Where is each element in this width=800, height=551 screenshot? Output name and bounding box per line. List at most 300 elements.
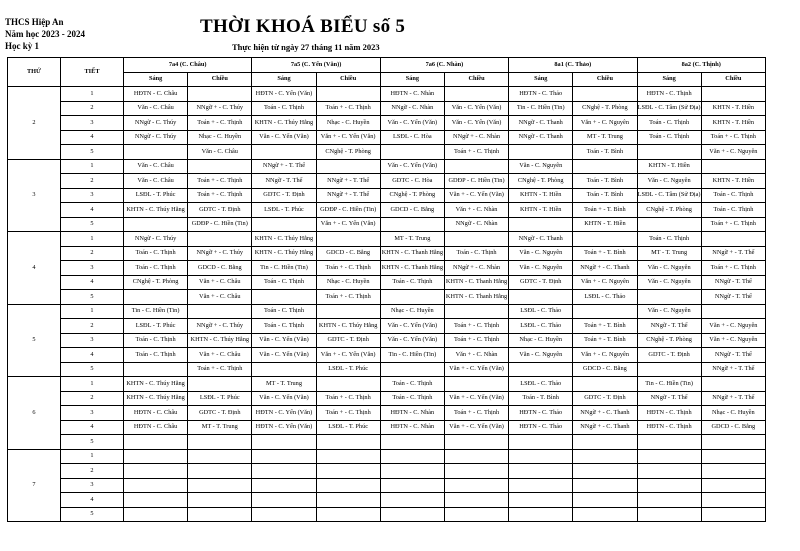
lesson-cell	[252, 290, 316, 305]
lesson-cell: Văn + - C. Yến (Văn)	[444, 391, 508, 406]
period-number: 1	[61, 449, 124, 464]
period-number: 3	[61, 406, 124, 421]
period-number: 2	[61, 464, 124, 479]
lesson-cell: NNgữ - C. Thúy	[124, 232, 188, 247]
lesson-cell: Toán + - C. Thịnh	[444, 406, 508, 421]
lesson-cell	[444, 232, 508, 247]
lesson-cell: NNgữ - T. Thể	[701, 348, 765, 363]
lesson-cell: NNgữ + - C. Thúy	[188, 319, 252, 334]
lesson-cell: GDCD - C. Bằng	[316, 246, 380, 261]
lesson-cell: GDTC - T. Định	[252, 188, 316, 203]
lesson-cell: Toán - C. Thịnh	[124, 246, 188, 261]
lesson-cell	[252, 435, 316, 450]
lesson-cell: MT - T. Trung	[573, 130, 637, 145]
lesson-cell: Toán - T. Bình	[573, 145, 637, 160]
lesson-cell: CNghệ - T. Phòng	[316, 145, 380, 160]
lesson-cell: NNgữ - C. Thanh	[509, 130, 573, 145]
period-number: 3	[61, 478, 124, 493]
lesson-cell: Toán + - C. Thịnh	[701, 217, 765, 232]
lesson-cell	[637, 362, 701, 377]
lesson-cell: HĐTN - C. Nhàn	[380, 406, 444, 421]
lesson-cell: Toán + - C. Thịnh	[316, 261, 380, 276]
lesson-cell: NNgữ - T. Thể	[637, 391, 701, 406]
lesson-cell: Văn + - C. Yến (Văn)	[444, 188, 508, 203]
lesson-cell: GDTC - T. Định	[509, 275, 573, 290]
lesson-cell	[573, 464, 637, 479]
day-label: 7	[8, 449, 61, 522]
lesson-cell	[124, 362, 188, 377]
day-label: 5	[8, 304, 61, 377]
lesson-cell: KHTN - C. Thúy Hằng	[252, 246, 316, 261]
lesson-cell: Nhạc - C. Huyền	[701, 406, 765, 421]
class-header-row	[8, 58, 766, 73]
lesson-cell	[124, 449, 188, 464]
timetable-body	[8, 87, 766, 522]
table-row	[8, 348, 766, 363]
lesson-cell: LSĐL - C. Thảo	[509, 304, 573, 319]
lesson-cell: Toán + - T. Bình	[573, 319, 637, 334]
lesson-cell: Văn + - C. Yến (Văn)	[444, 420, 508, 435]
lesson-cell	[124, 493, 188, 508]
lesson-cell: GDĐP - C. Hiền (Tin)	[444, 174, 508, 189]
lesson-cell	[444, 478, 508, 493]
lesson-cell: Tin - C. Hiền (Tin)	[252, 261, 316, 276]
lesson-cell: GDTC - T. Định	[637, 348, 701, 363]
lesson-cell: Văn + - C. Nguyên	[573, 275, 637, 290]
lesson-cell: KHTN - C. Thúy Hằng	[252, 232, 316, 247]
lesson-cell: Văn - C. Nguyên	[509, 261, 573, 276]
lesson-cell	[509, 435, 573, 450]
lesson-cell: NNgữ - T. Thể	[252, 174, 316, 189]
header-tiet: TIẾT	[61, 58, 124, 87]
class-header: 7a6 (C. Nhàn)	[380, 58, 508, 73]
lesson-cell	[637, 449, 701, 464]
lesson-cell: Toán + - C. Thịnh	[188, 362, 252, 377]
lesson-cell	[509, 217, 573, 232]
lesson-cell	[573, 304, 637, 319]
table-row	[8, 435, 766, 450]
period-number: 4	[61, 275, 124, 290]
lesson-cell	[252, 478, 316, 493]
lesson-cell	[188, 449, 252, 464]
table-row	[8, 362, 766, 377]
lesson-cell: HĐTN - C. Thịnh	[637, 420, 701, 435]
lesson-cell: LSĐL - T. Phúc	[124, 319, 188, 334]
lesson-cell: Nhạc - C. Huyền	[509, 333, 573, 348]
lesson-cell: Toán + - C. Thịnh	[188, 174, 252, 189]
lesson-cell: Toán - C. Thịnh	[124, 333, 188, 348]
table-row	[8, 101, 766, 116]
lesson-cell: Văn - C. Yến (Văn)	[252, 391, 316, 406]
lesson-cell: MT - T. Trung	[188, 420, 252, 435]
lesson-cell: Toán + - C. Thịnh	[316, 290, 380, 305]
lesson-cell	[380, 464, 444, 479]
lesson-cell: KHTN - C. Thúy Hằng	[124, 377, 188, 392]
lesson-cell: Toán - T. Bình	[573, 174, 637, 189]
lesson-cell	[701, 87, 765, 102]
lesson-cell	[380, 493, 444, 508]
lesson-cell	[509, 449, 573, 464]
lesson-cell: Văn + - C. Châu	[188, 275, 252, 290]
lesson-cell	[188, 464, 252, 479]
lesson-cell: KHTN - C. Thúy Hằng	[124, 203, 188, 218]
lesson-cell: KHTN - C. Thanh Hằng	[380, 261, 444, 276]
lesson-cell: Văn - C. Yến (Văn)	[380, 319, 444, 334]
lesson-cell	[316, 464, 380, 479]
lesson-cell: GDĐP - C. Hiền (Tin)	[316, 203, 380, 218]
lesson-cell	[316, 435, 380, 450]
header-left	[5, 16, 85, 52]
page-title: THỜI KHOÁ BIỂU số 5	[200, 16, 406, 37]
lesson-cell: GDTC - C. Hòa	[380, 174, 444, 189]
lesson-cell: Văn - C. Yến (Văn)	[380, 159, 444, 174]
lesson-cell	[380, 145, 444, 160]
lesson-cell	[637, 493, 701, 508]
lesson-cell	[124, 290, 188, 305]
class-header: 7a5 (C. Yến (Văn))	[252, 58, 380, 73]
lesson-cell: Văn + - C. Nguyên	[573, 116, 637, 131]
lesson-cell	[188, 232, 252, 247]
period-number: 2	[61, 319, 124, 334]
table-row	[8, 145, 766, 160]
lesson-cell: Văn - C. Yến (Văn)	[444, 101, 508, 116]
lesson-cell: NNgữ + - C. Thanh	[573, 261, 637, 276]
period-number: 1	[61, 159, 124, 174]
lesson-cell: NNgữ + - C. Thúy	[188, 101, 252, 116]
table-row	[8, 420, 766, 435]
lesson-cell: KHTN - C. Thúy Hằng	[252, 116, 316, 131]
lesson-cell: Toán + - C. Thịnh	[188, 116, 252, 131]
lesson-cell	[701, 493, 765, 508]
lesson-cell: NNgữ - C. Thanh	[509, 232, 573, 247]
lesson-cell: Tin - C. Hiền (Tin)	[124, 304, 188, 319]
lesson-cell: Toán - C. Thịnh	[124, 348, 188, 363]
table-row	[8, 333, 766, 348]
lesson-cell: NNgữ + - C. Nhàn	[444, 130, 508, 145]
lesson-cell: LSĐL - T. Phúc	[252, 203, 316, 218]
lesson-cell: MT - T. Trung	[637, 246, 701, 261]
lesson-cell: CNghệ - T. Phòng	[124, 275, 188, 290]
lesson-cell: CNghệ - T. Phòng	[509, 174, 573, 189]
lesson-cell: Văn + - C. Nhàn	[444, 203, 508, 218]
lesson-cell	[380, 217, 444, 232]
period-number: 1	[61, 377, 124, 392]
lesson-cell	[252, 217, 316, 232]
header-sang: Sáng	[637, 72, 701, 87]
lesson-cell: NNgữ + - C. Thanh	[573, 420, 637, 435]
lesson-cell: KHTN - T. Hiền	[701, 101, 765, 116]
lesson-cell: KHTN - T. Hiền	[509, 203, 573, 218]
lesson-cell: NNgữ - T. Thể	[637, 319, 701, 334]
period-number: 4	[61, 348, 124, 363]
lesson-cell	[573, 377, 637, 392]
table-row	[8, 449, 766, 464]
lesson-cell: KHTN - T. Hiền	[509, 188, 573, 203]
lesson-cell: GDĐP - C. Hiền (Tin)	[188, 217, 252, 232]
lesson-cell: HĐTN - C. Yến (Văn)	[252, 87, 316, 102]
lesson-cell	[316, 159, 380, 174]
lesson-cell: HĐTN - C. Thịnh	[637, 406, 701, 421]
lesson-cell: GDTC - T. Định	[316, 333, 380, 348]
table-row	[8, 478, 766, 493]
lesson-cell	[316, 507, 380, 522]
lesson-cell: NNgữ + - C. Thanh	[573, 406, 637, 421]
lesson-cell	[509, 464, 573, 479]
lesson-cell: Văn + - C. Nguyên	[701, 145, 765, 160]
lesson-cell: Toán - T. Bình	[573, 188, 637, 203]
lesson-cell	[637, 145, 701, 160]
semester: Học kỳ 1	[5, 41, 40, 51]
header-sang: Sáng	[252, 72, 316, 87]
lesson-cell: GDTC - T. Định	[573, 391, 637, 406]
lesson-cell: NNgữ - T. Thể	[701, 275, 765, 290]
lesson-cell	[509, 478, 573, 493]
lesson-cell: HĐTN - C. Thảo	[509, 406, 573, 421]
lesson-cell: Văn + - C. Châu	[188, 290, 252, 305]
lesson-cell	[316, 87, 380, 102]
lesson-cell	[124, 507, 188, 522]
table-row	[8, 319, 766, 334]
lesson-cell	[124, 217, 188, 232]
lesson-cell: HĐTN - C. Châu	[124, 420, 188, 435]
lesson-cell: Toán + - C. Thịnh	[444, 319, 508, 334]
lesson-cell: KHTN - C. Thanh Hằng	[444, 290, 508, 305]
lesson-cell	[701, 304, 765, 319]
lesson-cell: Văn - C. Yến (Văn)	[380, 116, 444, 131]
lesson-cell: GDTC - T. Định	[188, 406, 252, 421]
lesson-cell	[380, 362, 444, 377]
lesson-cell: HĐTN - C. Thảo	[509, 87, 573, 102]
lesson-cell	[573, 507, 637, 522]
header-sang: Sáng	[509, 72, 573, 87]
period-number: 2	[61, 246, 124, 261]
lesson-cell	[380, 435, 444, 450]
lesson-cell: Văn - C. Nguyên	[509, 159, 573, 174]
lesson-cell: GDCD - C. Bằng	[188, 261, 252, 276]
lesson-cell: KHTN - T. Hiền	[573, 217, 637, 232]
lesson-cell: Văn - C. Châu	[124, 174, 188, 189]
lesson-cell: Văn + - C. Nguyên	[573, 348, 637, 363]
lesson-cell: LSĐL - T. Phúc	[124, 188, 188, 203]
lesson-cell	[444, 493, 508, 508]
lesson-cell: NNgữ + - T. Thể	[701, 391, 765, 406]
lesson-cell	[444, 377, 508, 392]
lesson-cell: Toán - C. Thịnh	[380, 275, 444, 290]
lesson-cell: Nhạc - C. Huyền	[380, 304, 444, 319]
lesson-cell	[701, 377, 765, 392]
lesson-cell: Văn - C. Nguyên	[637, 304, 701, 319]
lesson-cell	[124, 478, 188, 493]
table-row	[8, 116, 766, 131]
period-number: 2	[61, 101, 124, 116]
lesson-cell: HĐTN - C. Yến (Văn)	[252, 406, 316, 421]
lesson-cell: LSĐL - C. Thảo	[509, 377, 573, 392]
lesson-cell: NNgữ - T. Thể	[701, 290, 765, 305]
lesson-cell: GDCD - C. Bằng	[380, 203, 444, 218]
lesson-cell: NNgữ - C. Thúy	[124, 130, 188, 145]
lesson-cell	[380, 449, 444, 464]
lesson-cell: Văn + - C. Yến (Văn)	[316, 348, 380, 363]
lesson-cell: LSĐL - T. Phúc	[316, 362, 380, 377]
lesson-cell	[444, 435, 508, 450]
period-number: 5	[61, 507, 124, 522]
lesson-cell: Toán - C. Thịnh	[637, 232, 701, 247]
period-number: 4	[61, 493, 124, 508]
lesson-cell: Văn + - C. Nhàn	[444, 348, 508, 363]
lesson-cell: HĐTN - C. Châu	[124, 406, 188, 421]
lesson-cell: Toán + - T. Bình	[573, 203, 637, 218]
lesson-cell	[316, 304, 380, 319]
lesson-cell: Văn - C. Châu	[124, 101, 188, 116]
school-year: Năm học 2023 - 2024	[5, 29, 85, 39]
lesson-cell	[188, 478, 252, 493]
lesson-cell: Văn - C. Yến (Văn)	[252, 348, 316, 363]
lesson-cell: KHTN - C. Thanh Hằng	[380, 246, 444, 261]
lesson-cell: Toán - C. Thịnh	[252, 319, 316, 334]
lesson-cell	[380, 478, 444, 493]
lesson-cell: Văn - C. Yến (Văn)	[252, 333, 316, 348]
lesson-cell	[701, 507, 765, 522]
lesson-cell: Văn - C. Yến (Văn)	[444, 116, 508, 131]
lesson-cell: Văn - C. Yến (Văn)	[252, 130, 316, 145]
lesson-cell: Tin - C. Hiền (Tin)	[509, 101, 573, 116]
table-row	[8, 203, 766, 218]
lesson-cell	[573, 478, 637, 493]
lesson-cell	[509, 493, 573, 508]
day-label: 2	[8, 87, 61, 160]
lesson-cell: Văn + - C. Châu	[188, 348, 252, 363]
lesson-cell	[188, 87, 252, 102]
lesson-cell	[444, 304, 508, 319]
lesson-cell	[637, 464, 701, 479]
lesson-cell	[252, 493, 316, 508]
table-row	[8, 464, 766, 479]
period-number: 5	[61, 290, 124, 305]
table-row	[8, 130, 766, 145]
lesson-cell: HĐTN - C. Châu	[124, 87, 188, 102]
lesson-cell: KHTN - C. Thúy Hằng	[124, 391, 188, 406]
class-header: 7a4 (C. Châu)	[124, 58, 252, 73]
lesson-cell	[573, 159, 637, 174]
lesson-cell: KHTN - T. Hiền	[701, 174, 765, 189]
table-row	[8, 275, 766, 290]
lesson-cell	[444, 464, 508, 479]
period-number: 5	[61, 217, 124, 232]
lesson-cell: KHTN - C. Thúy Hằng	[316, 319, 380, 334]
lesson-cell	[188, 304, 252, 319]
table-row	[8, 217, 766, 232]
lesson-cell: Toán + - C. Thịnh	[316, 101, 380, 116]
period-number: 4	[61, 130, 124, 145]
period-number: 1	[61, 304, 124, 319]
header-chieu: Chiều	[444, 72, 508, 87]
table-row	[8, 507, 766, 522]
lesson-cell: Toán - C. Thịnh	[444, 246, 508, 261]
lesson-cell	[316, 377, 380, 392]
lesson-cell	[573, 232, 637, 247]
lesson-cell: Văn - C. Châu	[188, 145, 252, 160]
lesson-cell: Văn - C. Nguyên	[637, 261, 701, 276]
lesson-cell	[573, 87, 637, 102]
table-row	[8, 188, 766, 203]
period-number: 1	[61, 232, 124, 247]
table-row	[8, 377, 766, 392]
lesson-cell	[701, 449, 765, 464]
table-row	[8, 290, 766, 305]
lesson-cell: Toán - C. Thịnh	[124, 261, 188, 276]
lesson-cell: NNgữ - C. Nhàn	[380, 101, 444, 116]
header-chieu: Chiều	[701, 72, 765, 87]
lesson-cell: Toán + - C. Thịnh	[701, 130, 765, 145]
lesson-cell	[637, 290, 701, 305]
lesson-cell	[188, 377, 252, 392]
lesson-cell: Văn - C. Nguyên	[637, 174, 701, 189]
lesson-cell	[316, 232, 380, 247]
lesson-cell: Văn + - C. Yến (Văn)	[316, 130, 380, 145]
lesson-cell: LSĐL - C. Thảo	[509, 319, 573, 334]
lesson-cell: LSĐL - C. Tâm (Sử Địa)	[637, 101, 701, 116]
school-name: THCS Hiệp An	[5, 17, 64, 27]
table-row	[8, 304, 766, 319]
lesson-cell: Toán + - C. Thịnh	[188, 188, 252, 203]
header-chieu: Chiều	[316, 72, 380, 87]
lesson-cell	[573, 449, 637, 464]
header-chieu: Chiều	[188, 72, 252, 87]
lesson-cell	[573, 493, 637, 508]
period-number: 4	[61, 203, 124, 218]
lesson-cell: HĐTN - C. Nhàn	[380, 87, 444, 102]
lesson-cell	[637, 217, 701, 232]
lesson-cell: Văn + - C. Nguyên	[701, 333, 765, 348]
table-row	[8, 246, 766, 261]
lesson-cell: Văn - C. Nguyên	[509, 246, 573, 261]
lesson-cell: NNgữ - C. Thúy	[124, 116, 188, 131]
lesson-cell: Toán - C. Thịnh	[252, 101, 316, 116]
lesson-cell: Toán - C. Thịnh	[380, 391, 444, 406]
lesson-cell: LSĐL - C. Thảo	[573, 290, 637, 305]
lesson-cell	[444, 449, 508, 464]
lesson-cell	[252, 464, 316, 479]
lesson-cell: Văn - C. Nguyên	[509, 348, 573, 363]
lesson-cell: Nhạc - C. Huyền	[316, 116, 380, 131]
lesson-cell	[573, 435, 637, 450]
lesson-cell: NNgữ - C. Nhàn	[444, 217, 508, 232]
lesson-cell	[380, 290, 444, 305]
lesson-cell: Toán + - T. Bình	[573, 246, 637, 261]
period-number: 3	[61, 261, 124, 276]
lesson-cell	[637, 435, 701, 450]
header-thu: THỨ	[8, 58, 61, 87]
period-number: 5	[61, 362, 124, 377]
lesson-cell: Văn - C. Châu	[124, 159, 188, 174]
lesson-cell	[701, 478, 765, 493]
table-row	[8, 493, 766, 508]
lesson-cell: Văn + - C. Yến (Văn)	[444, 362, 508, 377]
lesson-cell: CNghệ - T. Phòng	[380, 188, 444, 203]
lesson-cell: Nhạc - C. Huyền	[316, 275, 380, 290]
lesson-cell: Toán - C. Thịnh	[252, 275, 316, 290]
lesson-cell: NNgữ + - C. Thúy	[188, 246, 252, 261]
lesson-cell	[444, 507, 508, 522]
period-number: 3	[61, 188, 124, 203]
class-header: 8a1 (C. Thảo)	[509, 58, 637, 73]
lesson-cell	[701, 435, 765, 450]
lesson-cell: MT - T. Trung	[380, 232, 444, 247]
lesson-cell	[124, 464, 188, 479]
lesson-cell: CNghệ - T. Phòng	[637, 203, 701, 218]
lesson-cell	[124, 435, 188, 450]
lesson-cell	[701, 232, 765, 247]
